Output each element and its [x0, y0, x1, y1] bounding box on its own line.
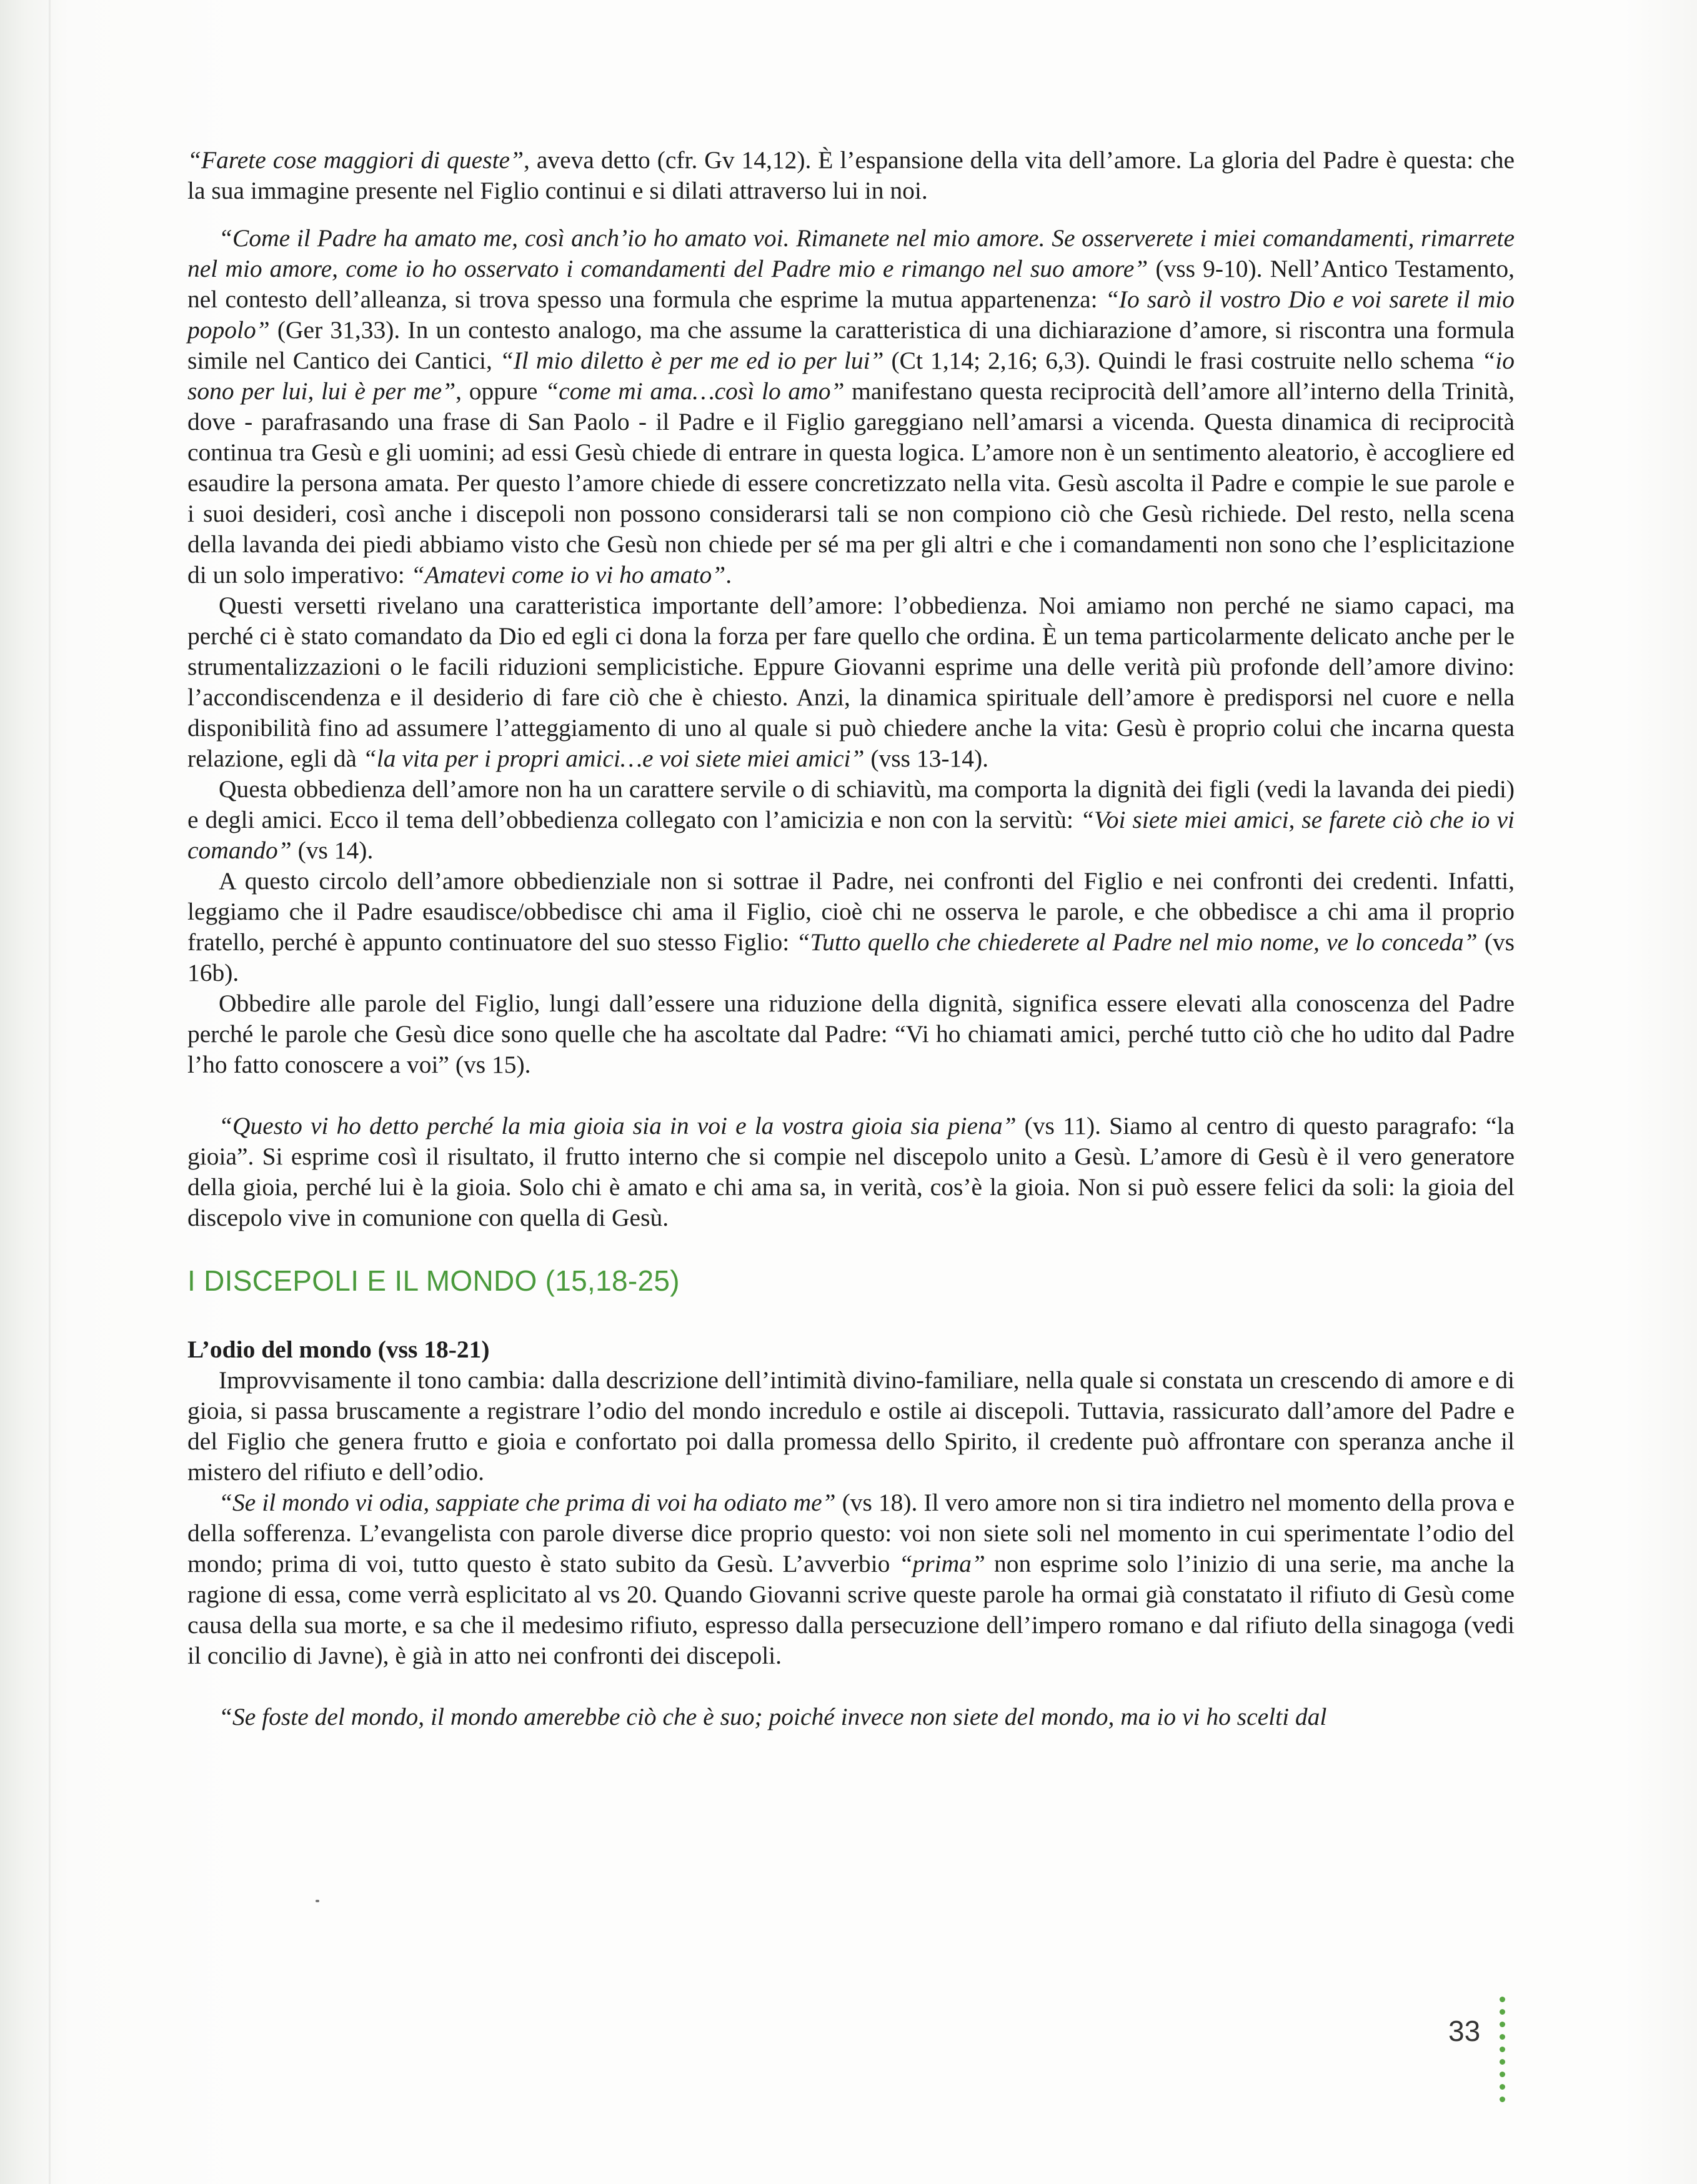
paragraph-9: “Se il mondo vi odia, sappiate che prima di voi ha odiato me” (vs 18). Il vero amore non si tira indietro nel momento della prova e della sofferenza. L’evangelista con parole diverse dice proprio questo: voi non siete soli nel momento in cui sperimentate l’odio del mondo; prima di voi, tutto questo è stato subito da Gesù. L’avverbio “prima” non esprime solo l’inizio di una serie, ma anche la ragione di essa, come verrà esplicitato al vs 20. Quando Giovanni scrive queste parole ha ormai già constatato il rifiuto di Gesù come causa della sua morte, e sa che il medesimo rifiuto, espresso dalla persecuzione dell’impero romano e dal rifiuto della sinagoga (vedi il concilio di Javne), è già in atto nei confronti dei discepoli. [187, 1489, 1515, 1669]
quote-italic: “prima” [898, 1550, 985, 1577]
dot-ornament [1500, 1997, 1507, 2109]
paragraph-10 [187, 1702, 1515, 1732]
quote-italic: “Io sarò il vostro Dio e voi sarete il mio popolo” [187, 285, 1515, 344]
paragraph-6: Obbedire alle parole del Figlio, lungi dall’essere una riduzione della dignità, significa essere elevati alla conoscenza del Padre perché le parole che Gesù dice sono quelle che ha ascoltate dal Padre: “Vi ho chiamati amici, perché tutto ciò che ho udito dal Padre l’ho fatto conoscere a voi” (vs 15). [187, 990, 1515, 1078]
page-fold-edge [49, 0, 51, 2184]
section-heading: I DISCEPOLI E IL MONDO (15,18-25) [187, 1264, 680, 1297]
quote-italic: “Come il Padre ha amato me, così anch’io ho amato voi. Rimanete nel mio amore. Se osserverete i miei comandamenti, rimarrete nel mio amore, come io ho osservato i comandamenti del Padre mio e rimango nel suo amore” [187, 224, 1515, 282]
page-number: 33 [1448, 2015, 1481, 2047]
paragraph-8: Improvvisamente il tono cambia: dalla descrizione dell’intimità divino-familiare, nella quale si constata un crescendo di amore e di gioia, si passa bruscamente a registrare l’odio del mondo incredulo e ostile ai discepoli. Tuttavia, rassicurato dall’amore del Padre e del Figlio che genera frutto e gioia e confortato poi dalla promessa dello Spirito, il credente può affrontare con speranza anche il mistero del rifiuto e dell’odio. [187, 1366, 1515, 1486]
quote-italic: “Il mio diletto è per me ed io per lui” [499, 347, 884, 374]
paragraph-5: A questo circolo dell’amore obbedienziale non si sottrae il Padre, nei confronti del Figlio e nei confronti dei credenti. Infatti, leggiamo che il Padre esaudisce/obbedisce chi ama il Figlio, cioè chi ne osserva le parole, e che obbedisce a chi ama il proprio fratello, perché è appunto continuatore del suo stesso Figlio: “Tutto quello che chiederete al Padre nel mio nome, ve lo conceda” (vs 16b). [187, 867, 1515, 986]
quote-italic: “Tutto quello che chiederete al Padre nel mio nome, ve lo conceda” [796, 928, 1478, 956]
quote-italic: “Voi siete miei amici, se farete ciò che io vi comando” [187, 806, 1515, 864]
quote-italic: “Se foste del mondo, il mondo amerebbe ciò che è suo; poiché invece non siete del mondo, ma io vi ho scelti dal [219, 1703, 1327, 1730]
scan-speck [316, 1900, 319, 1902]
quote-italic: “Amatevi come io vi ho amato” [411, 561, 726, 588]
paragraph-2: “Come il Padre ha amato me, così anch’io ho amato voi. Rimanete nel mio amore. Se osserverete i miei comandamenti, rimarrete nel mio amore, come io ho osservato i comandamenti del Padre mio e rimango nel suo amore” (vss 9-10). Nell’Antico Testamento, nel contesto dell’alleanza, si trova spesso una formula che esprime la mutua appartenenza: “Io sarò il vostro Dio e voi sarete il mio popolo” (Ger 31,33). In un contesto analogo, ma che assume la caratteristica di una dichiarazione d’amore, si riscontra una formula simile nel Cantico dei Cantici, “Il mio diletto è per me ed io per lui” (Ct 1,14; 2,16; 6,3). Quindi le frasi costruite nello schema “io sono per lui, lui è per me”, oppure “come mi ama…così lo amo” manifestano questa reciprocità dell’amore all’interno della Trinità, dove - parafrasando una frase di San Paolo - il Padre e il Figlio gareggiano nell’amarsi a vicenda. Questa dinamica di reciprocità continua tra Gesù e gli uomini; ad essi Gesù chiede di entrare in questa logica. L’amore non è un sentimento aleatorio, è accogliere ed esaudire la persona amata. Per questo l’amore chiede di essere concretizzato nella vita. Gesù ascolta il Padre e compie le sue parole e i suoi desideri, così anche i discepoli non possono considerarsi tali se non compiono ciò che Gesù richiede. Del resto, nella scena della lavanda dei piedi abbiamo visto che Gesù non chiede per sé ma per gli altri e che i comandamenti non sono che l’esplicitazione di un solo imperativo: “Amatevi come io vi ho amato”. [187, 224, 1515, 588]
quote-italic: “io sono per lui, lui è per me” [187, 347, 1515, 405]
quote-italic: “Farete cose maggiori di queste” [187, 146, 524, 174]
main-text-column [187, 145, 1515, 1732]
quote-italic: “Se il mondo vi odia, sappiate che prima di voi ha odiato me” [219, 1489, 836, 1516]
paragraph-1: “Farete cose maggiori di queste”, aveva detto (cfr. Gv 14,12). È l’espansione della vita dell’amore. La gloria del Padre è questa: che la sua immagine presente nel Figlio continui e si dilati attraverso lui in noi. [187, 146, 1515, 204]
quote-italic: “come mi ama…così lo amo” [545, 377, 845, 405]
paragraph-3: Questi versetti rivelano una caratteristica importante dell’amore: l’obbedienza. Noi amiamo non perché ne siamo capaci, ma perché ci è stato comandato da Dio ed egli ci dona la forza per fare quello che ordina. È un tema particolarmente delicato anche per le strumentalizzazioni o le facili riduzioni semplicistiche. Eppure Giovanni esprime una delle verità più profonde dell’amore divino: l’accondiscendenza e il desiderio di fare ciò che è chiesto. Anzi, la dinamica spirituale dell’amore è predisporsi nel cuore e nella disponibilità fino ad assumere l’atteggiamento di uno al quale si può chiedere anche la vita: Gesù è proprio colui che incarna questa relazione, egli dà “la vita per i propri amici…e voi siete miei amici” (vss 13-14). [187, 592, 1515, 772]
quote-italic: “Questo vi ho detto perché la mia gioia sia in voi e la vostra gioia sia piena” [219, 1112, 1017, 1139]
subheading: L’odio del mondo (vss 18-21) [187, 1336, 490, 1363]
quote-italic: “la vita per i propri amici…e voi siete miei amici” [362, 745, 865, 772]
paragraph-4: Questa obbedienza dell’amore non ha un carattere servile o di schiavitù, ma comporta la dignità dei figli (vedi la lavanda dei piedi) e degli amici. Ecco il tema dell’obbedienza collegato con l’amicizia e non con la servitù: “Voi siete miei amici, se farete ciò che io vi comando” (vs 14). [187, 775, 1515, 864]
paragraph-7: “Questo vi ho detto perché la mia gioia sia in voi e la vostra gioia sia piena” (vs 11). Siamo al centro di questo paragrafo: “la gioia”. Si esprime così il risultato, il frutto interno che si compie nel discepolo unito a Gesù. L’amore di Gesù è il vero generatore della gioia, perché lui è la gioia. Solo chi è amato e chi ama sa, in verità, cos’è la gioia. Non si può essere felici da soli: la gioia del discepolo vive in comunione con quella di Gesù. [187, 1112, 1515, 1231]
